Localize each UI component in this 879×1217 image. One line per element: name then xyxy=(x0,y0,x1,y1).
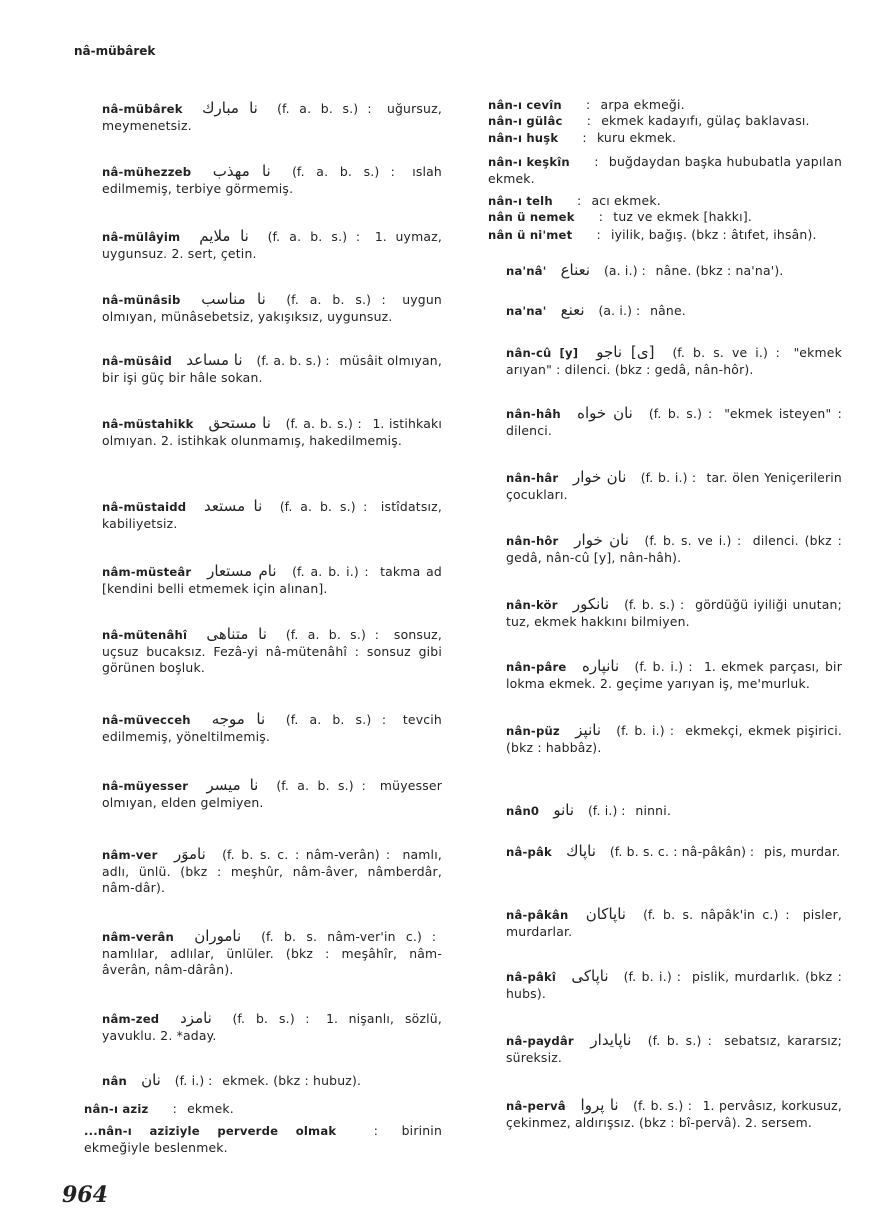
dictionary-entry xyxy=(62,228,442,262)
entry-arabic-script: ناپاكان xyxy=(585,905,626,923)
dictionary-entry xyxy=(62,626,442,677)
entry-etymology: : xyxy=(586,113,592,128)
entry-etymology: : xyxy=(582,130,587,145)
entry-etymology: (f. a. b. s.) : xyxy=(276,778,366,793)
entry-definition: ekmek kadayıfı, gülaç baklavası. xyxy=(601,113,810,128)
entry-arabic-script xyxy=(576,225,596,243)
entry-etymology: (f. a. b. s.) : xyxy=(279,499,368,514)
entry-headword: na'nâ' xyxy=(506,264,547,278)
entry-headword: nân0 xyxy=(506,804,540,818)
dictionary-entry xyxy=(62,415,442,449)
entry-headword: nâ-mütenâhî xyxy=(102,628,188,642)
entry-etymology: (f. b. i.) : xyxy=(634,659,693,674)
entry-arabic-script xyxy=(354,1121,374,1139)
dictionary-entry xyxy=(466,302,842,320)
entry-headword: nâ-mühezzeb xyxy=(102,165,192,179)
entry-definition: "ekmek isteyen" : dilenci. xyxy=(506,406,842,438)
dictionary-entry xyxy=(62,711,442,745)
entry-headword: nâ-müstaidd xyxy=(102,500,187,514)
entry-headword: nân-ı keşkîn xyxy=(488,155,570,169)
entry-headword: nân-ı telh xyxy=(488,194,553,208)
dictionary-entry xyxy=(466,262,842,280)
entry-definition: namlılar, adlılar, ünlüler. (bkz : meşâhîr, nâm-âverân, nâm-dârân). xyxy=(102,945,442,977)
entry-etymology: (f. a. b. s.) : xyxy=(277,101,372,116)
entry-arabic-script: نامزد xyxy=(180,1009,212,1027)
entry-headword: nâ-pâkân xyxy=(506,908,569,922)
entry-etymology: (a. i.) : xyxy=(604,263,646,278)
entry-etymology: (f. b. s. c. : nâm-verân) : xyxy=(222,847,391,862)
entry-definition: uygun olmıyan, münâsebetsiz, yakışıksız, uygunsuz. xyxy=(102,292,442,324)
entry-arabic-script: نا ملايم xyxy=(199,227,249,245)
entry-definition: pis, murdar. xyxy=(764,844,841,859)
entry-headword: nân-ı gülâc xyxy=(488,114,563,128)
entry-definition: namlı, adlı, ünlü. (bkz : meşhûr, nâm-âver, nâmberdâr, nâm-dâr). xyxy=(102,847,442,895)
entry-definition: nâne. (bkz : na'na'). xyxy=(655,263,784,278)
entry-definition: kuru ekmek. xyxy=(596,130,677,145)
entry-headword: nâ-mübârek xyxy=(102,102,183,116)
entry-definition: buğdaydan başka hububatla yapılan ekmek. xyxy=(488,154,842,186)
entry-headword: nân-kör xyxy=(506,598,558,612)
entry-etymology: (f. b. i.) : xyxy=(640,470,697,485)
entry-arabic-script: ناموَر xyxy=(174,845,206,863)
entry-arabic-script: نا ميسر xyxy=(206,776,259,794)
entry-headword: nâ-müsâid xyxy=(102,354,173,368)
entry-definition: arpa ekmeği. xyxy=(600,97,685,112)
entry-arabic-script: نا مهذب xyxy=(212,162,271,180)
entry-definition: ekmek. (bkz : hubuz). xyxy=(222,1073,362,1088)
entry-arabic-script xyxy=(574,152,594,170)
entry-headword: nân-ı cevîn xyxy=(488,98,562,112)
entry-definition: pislik, murdarlık. (bkz : hubs). xyxy=(506,969,842,1001)
entry-arabic-script: نا موجه xyxy=(211,710,266,728)
entry-definition: ekmek. xyxy=(187,1101,234,1116)
entry-arabic-script: ناپاكى xyxy=(571,967,609,985)
dictionary-entry xyxy=(466,906,842,940)
entry-headword: nâ-münâsib xyxy=(102,293,181,307)
dictionary-entry xyxy=(62,777,442,811)
entry-headword: nân ü nemek xyxy=(488,210,575,224)
entry-headword: nân-cû [y] xyxy=(506,346,579,360)
entry-headword: nâm-zed xyxy=(102,1012,160,1026)
dictionary-entry xyxy=(62,100,442,134)
dictionary-entry xyxy=(466,1032,842,1066)
entry-etymology: (f. a. b. s.) : xyxy=(285,627,379,642)
entry-arabic-script: نان خواه xyxy=(577,404,633,422)
entry-etymology: (f. b. s. nâpâk'in c.) : xyxy=(643,907,790,922)
entry-etymology: (f. a. b. s.) : xyxy=(286,292,386,307)
dictionary-entry xyxy=(466,405,842,439)
entry-definition: tar. ölen Yeniçerilerin çocukları. xyxy=(506,470,842,502)
dictionary-entry xyxy=(466,192,842,210)
entry-definition: 1. pervâsız, korkusuz, çekinmez, aldırışsız. (bkz : bî-pervâ). 2. sersem. xyxy=(506,1098,843,1130)
entry-etymology: (f. b. s. ve i.) : xyxy=(672,345,780,360)
entry-arabic-script xyxy=(567,111,587,129)
entry-headword: nâm-verân xyxy=(102,930,174,944)
entry-etymology: : xyxy=(172,1101,177,1116)
entry-arabic-script xyxy=(579,207,599,225)
entry-etymology: (f. a. b. i.) : xyxy=(292,564,369,579)
dictionary-entry xyxy=(62,163,442,197)
entry-etymology: (f. i.) : xyxy=(587,803,626,818)
entry-etymology: (a. i.) : xyxy=(598,303,641,318)
dictionary-entry xyxy=(62,352,442,386)
entry-arabic-script xyxy=(153,1099,173,1117)
entry-headword: nân-hâh xyxy=(506,407,561,421)
entry-etymology: (f. b. s. c. : nâ-pâkân) : xyxy=(609,844,755,859)
entry-arabic-script: ناپاك xyxy=(566,842,596,860)
dictionary-entry xyxy=(466,96,842,114)
entry-arabic-script: [ى] ناجو xyxy=(596,343,655,361)
entry-etymology: (f. a. b. s.) : xyxy=(285,712,387,727)
entry-definition: acı ekmek. xyxy=(591,193,661,208)
entry-etymology: : xyxy=(576,193,582,208)
dictionary-entry xyxy=(62,498,442,532)
entry-definition: nâne. xyxy=(650,303,686,318)
entry-definition: 1. ekmek parçası, bir lokma ekmek. 2. geçime yarıyan iş, me'murluk. xyxy=(506,659,842,691)
entry-definition: birinin ekmeğiyle beslenmek. xyxy=(84,1123,443,1155)
entry-arabic-script: ناموران xyxy=(194,927,242,945)
entry-definition: pisler, murdarlar. xyxy=(506,907,842,939)
entry-definition: iyilik, bağış. (bkz : âtıfet, ihsân). xyxy=(610,227,817,242)
entry-arabic-script xyxy=(557,191,577,209)
entry-arabic-script: نعناع xyxy=(560,261,591,279)
entry-definition: ninni. xyxy=(635,803,672,818)
dictionary-entry xyxy=(466,226,842,244)
entry-headword: nâ-mülâyim xyxy=(102,230,181,244)
entry-arabic-script: نانپز xyxy=(575,721,602,739)
dictionary-entry xyxy=(466,658,842,692)
entry-etymology: : xyxy=(598,209,604,224)
dictionary-entry xyxy=(62,291,442,325)
entry-headword: nân-ı aziz xyxy=(84,1102,149,1116)
entry-etymology: (f. b. i.) : xyxy=(616,723,674,738)
entry-arabic-script: نعنع xyxy=(560,301,585,319)
entry-definition: 1. nişanlı, sözlü, yavuklu. 2. *aday. xyxy=(102,1011,442,1043)
dictionary-entry xyxy=(466,1097,842,1131)
entry-definition: dilenci. (bkz : gedâ, nân-cû [y], nân-hâh). xyxy=(506,533,842,565)
running-head: nâ-mübârek xyxy=(74,44,156,58)
dictionary-entry xyxy=(62,1010,442,1044)
dictionary-entry xyxy=(466,153,842,187)
entry-etymology: (f. b. s.) : xyxy=(633,1098,692,1113)
entry-headword: nân-ı huşk xyxy=(488,131,559,145)
page-number: 964 xyxy=(62,1182,108,1208)
entry-arabic-script: نا مساعد xyxy=(186,351,243,369)
entry-arabic-script: نا متناهى xyxy=(206,625,267,643)
entry-etymology: (f. i.) : xyxy=(174,1073,213,1088)
entry-etymology: (f. b. s. nâm-ver'in c.) : xyxy=(261,929,436,944)
entry-etymology: (f. a. b. s.) : xyxy=(256,353,330,368)
entry-definition: ıslah edilmemiş, terbiye görmemiş. xyxy=(102,164,442,196)
entry-etymology: (f. a. b. s.) : xyxy=(267,229,361,244)
entry-etymology: (f. b. s.) : xyxy=(648,406,713,421)
entry-definition: gördüğü iyiliği unutan; tuz, ekmek hakkını bilmiyen. xyxy=(506,597,842,629)
entry-headword: nân-pâre xyxy=(506,660,567,674)
dictionary-entry xyxy=(466,469,842,503)
dictionary-entry xyxy=(466,129,842,147)
entry-headword: nâ-pâk xyxy=(506,845,552,859)
entry-arabic-script: نا مبارك xyxy=(202,99,258,117)
dictionary-entry xyxy=(466,802,842,820)
entry-definition: takma ad [kendini belli etmemek için alınan]. xyxy=(102,564,442,596)
entry-arabic-script: ناپايدار xyxy=(590,1031,632,1049)
entry-arabic-script: نان خوار xyxy=(574,531,629,549)
entry-arabic-script: نام مستعار xyxy=(207,562,277,580)
entry-etymology: (f. b. s. ve i.) : xyxy=(644,533,742,548)
entry-headword: nâ-pervâ xyxy=(506,1099,566,1113)
entry-arabic-script xyxy=(562,128,582,146)
left-column xyxy=(62,0,442,1217)
dictionary-entry xyxy=(466,968,842,1002)
entry-definition: müsâit olmıyan, bir işi güç bir hâle sokan. xyxy=(102,353,443,385)
entry-etymology: (f. a. b. s.) : xyxy=(292,164,395,179)
entry-definition: "ekmek arıyan" : dilenci. (bkz : gedâ, nân-hôr). xyxy=(506,345,842,377)
dictionary-entry xyxy=(466,112,842,130)
entry-arabic-script: نان xyxy=(141,1071,161,1089)
entry-headword: nâ-müyesser xyxy=(102,779,189,793)
dictionary-entry xyxy=(466,722,842,756)
entry-etymology: (f. b. s.) : xyxy=(647,1033,712,1048)
entry-etymology: : xyxy=(596,227,601,242)
entry-headword: nân-hâr xyxy=(506,471,559,485)
dictionary-entry xyxy=(62,846,442,897)
entry-definition: istîdatsız, kabiliyetsiz. xyxy=(102,499,442,531)
dictionary-entry xyxy=(466,596,842,630)
entry-arabic-script: نا مستعد xyxy=(204,497,263,515)
entry-arabic-script: نا مناسب xyxy=(201,290,266,308)
entry-headword: nân ü ni'met xyxy=(488,228,573,242)
entry-headword: ...nân-ı aziziyle perverde olmak xyxy=(84,1124,337,1138)
entry-definition: müyesser olmıyan, elden gelmiyen. xyxy=(102,778,442,810)
entry-definition: uğursuz, meymenetsiz. xyxy=(102,101,442,133)
entry-definition: sebatsız, kararsız; süreksiz. xyxy=(506,1033,842,1065)
dictionary-entry xyxy=(466,208,842,226)
entry-etymology: (f. b. i.) : xyxy=(623,969,681,984)
entry-headword: nâm-müsteâr xyxy=(102,565,192,579)
entry-arabic-script: نا مستحق xyxy=(208,414,271,432)
dictionary-entry xyxy=(62,1100,442,1118)
entry-arabic-script: نانپاره xyxy=(582,657,620,675)
dictionary-entry xyxy=(62,928,442,979)
entry-etymology: : xyxy=(373,1123,379,1138)
entry-definition: 1. istihkakı olmıyan. 2. istihkak olunmamış, hakedilmemiş. xyxy=(102,416,442,448)
entry-definition: 1. uymaz, uygunsuz. 2. sert, çetin. xyxy=(102,229,442,261)
entry-etymology: (f. b. s.) : xyxy=(232,1011,310,1026)
entry-definition: sonsuz, uçsuz bucaksız. Fezâ-yi nâ-mütenâhî : sonsuz gibi görünen boşluk. xyxy=(102,627,442,675)
entry-headword: nâ-pâkî xyxy=(506,970,557,984)
entry-definition: tevcih edilmemiş, yöneltilmemiş. xyxy=(102,712,442,744)
dictionary-entry xyxy=(62,563,442,597)
dictionary-entry xyxy=(466,344,842,378)
entry-definition: tuz ve ekmek [hakkı]. xyxy=(613,209,752,224)
entry-definition: ekmekçi, ekmek pişirici. (bkz : habbâz). xyxy=(506,723,842,755)
entry-headword: nâ-müvecceh xyxy=(102,713,191,727)
entry-headword: nâ-paydâr xyxy=(506,1034,574,1048)
entry-arabic-script: نا پروا xyxy=(580,1096,619,1114)
entry-arabic-script: نانو xyxy=(553,801,575,819)
right-column xyxy=(466,0,842,1217)
entry-arabic-script: نانكور xyxy=(572,595,610,613)
entry-arabic-script: نان خوار xyxy=(572,468,627,486)
entry-etymology: : xyxy=(586,97,591,112)
entry-headword: nân-hôr xyxy=(506,534,559,548)
entry-etymology: (f. a. b. s.) : xyxy=(285,416,362,431)
entry-headword: na'na' xyxy=(506,304,547,318)
entry-etymology: : xyxy=(594,154,599,169)
dictionary-entry xyxy=(62,1122,442,1156)
dictionary-entry xyxy=(62,1072,442,1090)
entry-headword: nân xyxy=(102,1074,127,1088)
dictionary-entry xyxy=(466,843,842,861)
entry-headword: nâ-müstahikk xyxy=(102,417,194,431)
dictionary-entry xyxy=(466,532,842,566)
entry-headword: nâm-ver xyxy=(102,848,158,862)
entry-etymology: (f. b. s.) : xyxy=(624,597,685,612)
entry-headword: nân-püz xyxy=(506,724,560,738)
